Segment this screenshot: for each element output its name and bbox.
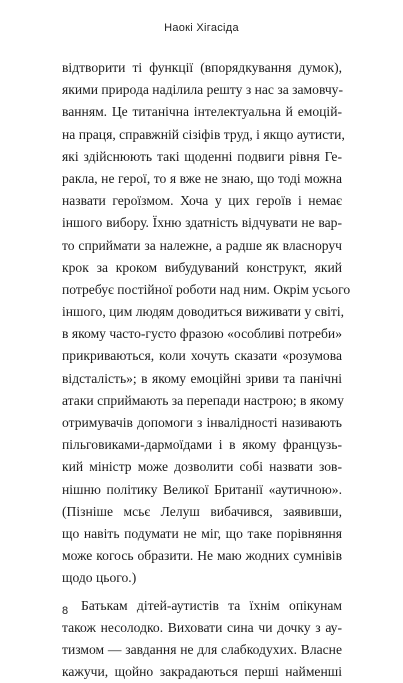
text-line: прикриваються, коли хочуть сказати «розумова bbox=[62, 345, 342, 367]
text-line: які здійснюють такі щоденні подвиги рівня Ге- bbox=[62, 146, 342, 168]
text-line: тизмом — завдання не для слабкодухих. Власне bbox=[62, 639, 342, 661]
text-line: нішню політику Великої Британії «аутичною». bbox=[62, 479, 342, 501]
text-line: крок за кроком вибудуваний конструкт, який bbox=[62, 257, 342, 279]
text-line: Батькам дітей-аутистів та їхнім опікунам bbox=[62, 595, 342, 617]
paragraph-2 bbox=[62, 595, 342, 683]
text-line: також несолодко. Виховати сина чи дочку з ау- bbox=[62, 617, 342, 639]
text-line: отримувачів допомоги з інвалідності називають bbox=[62, 412, 342, 434]
text-line: кажучи, щойно закрадаються перші найменші bbox=[62, 661, 342, 683]
running-head-author: Наокі Хігасіда bbox=[0, 22, 403, 34]
page-number: 8 bbox=[62, 605, 68, 617]
text-line: атаки сприймають за перепади настрою; в якому bbox=[62, 390, 342, 412]
body-text bbox=[62, 57, 342, 683]
text-line: може когось образити. Не маю жодних сумнівів bbox=[62, 545, 342, 567]
text-line: якими природа наділила решту з нас за замовчу- bbox=[62, 79, 342, 101]
text-line: що навіть подумати не міг, що таке порівняння bbox=[62, 523, 342, 545]
text-line: то сприймати за належне, а радше як власноруч bbox=[62, 235, 342, 257]
text-line: в якому часто-густо фразою «особливі потреби» bbox=[62, 323, 342, 345]
text-line: пільговиками-дармоїдами і в якому французь- bbox=[62, 434, 342, 456]
paragraph-1 bbox=[62, 57, 342, 590]
text-line: ракла, не герої, то я вже не знаю, що тоді можна bbox=[62, 168, 342, 190]
text-line: (Пізніше мсьє Лелуш вибачився, заявивши, bbox=[62, 501, 342, 523]
text-line: іншого вибору. Їхню здатність відчувати не вар- bbox=[62, 212, 342, 234]
text-line: щодо цього.) bbox=[62, 567, 342, 589]
text-line: ванням. Це титанічна інтелектуальна й емоцій- bbox=[62, 101, 342, 123]
text-line: на праця, справжній сізіфів труд, і якщо аутисти, bbox=[62, 124, 342, 146]
text-line: відтворити ті функції (впорядкування думок), bbox=[62, 57, 342, 79]
text-line: відсталість»; в якому емоційні зриви та панічні bbox=[62, 368, 342, 390]
text-line: кий міністр може дозволити собі назвати зов- bbox=[62, 456, 342, 478]
text-line: потребує постійної роботи над ним. Окрім усього bbox=[62, 279, 342, 301]
text-line: іншого, цим людям доводиться виживати у світі, bbox=[62, 301, 342, 323]
text-line: назвати героїзмом. Хоча у цих героїв і немає bbox=[62, 190, 342, 212]
